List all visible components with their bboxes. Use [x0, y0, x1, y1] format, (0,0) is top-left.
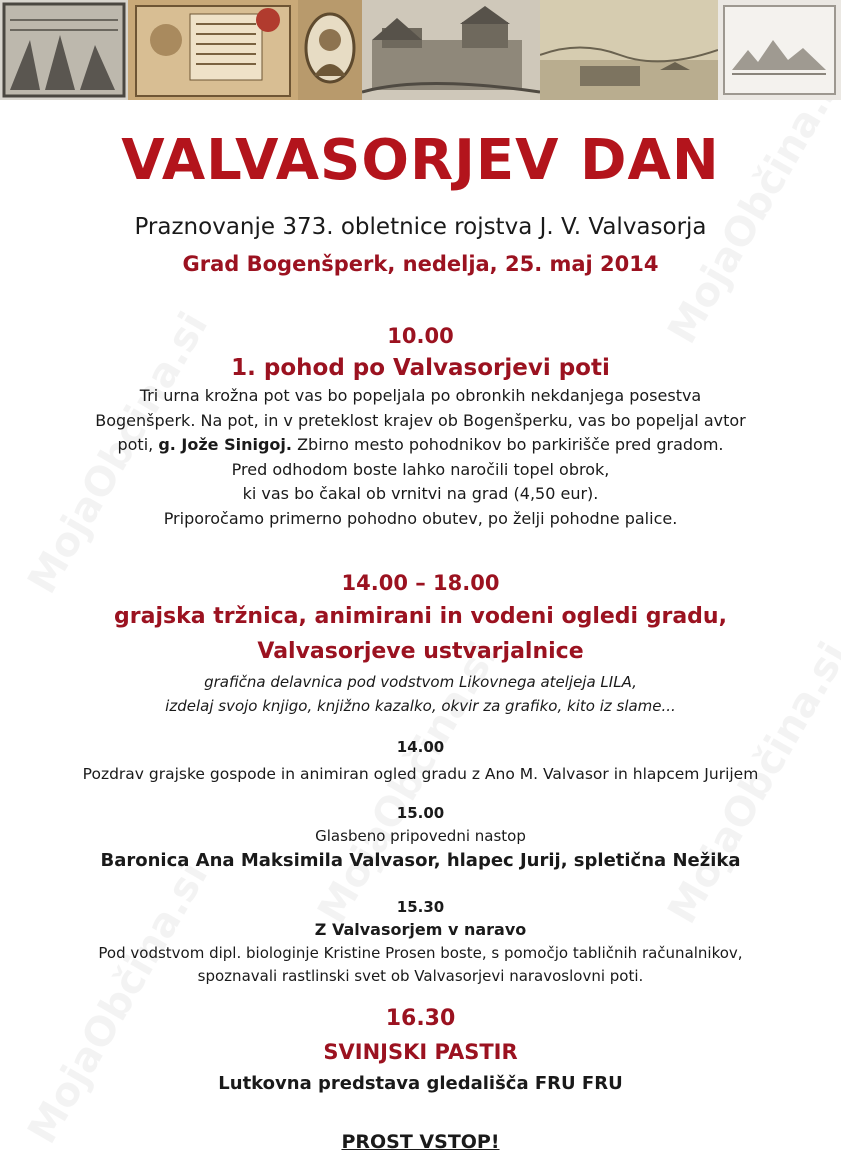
engraving-portrait [298, 0, 362, 100]
event1-line: Pred odhodom boste lahko naročili topel obrok, [231, 459, 610, 479]
workshop-line: izdelaj svojo knjigo, knjižno kazalko, okvir za grafiko, kito iz slame... [165, 697, 676, 715]
sub2-performers: Baronica Ana Maksimila Valvasor, hlapec Jurij, spletična Nežika [100, 850, 741, 871]
engraving-title-page [128, 0, 298, 100]
event1-description [0, 384, 841, 531]
event1-line-post: Zbirno mesto pohodnikov bo parkirišče pred gradom. [291, 435, 724, 454]
engraving-coastal-town [540, 0, 718, 100]
sub1-time: 14.00 [396, 738, 445, 756]
event1-line: ki vas bo čakal ob vrnitvi na grad (4,50 eur). [242, 484, 599, 503]
sub3-time: 15.30 [396, 898, 445, 916]
engraving-court-scene [0, 0, 128, 100]
guide-name: g. Jože Sinigoj. [158, 435, 292, 454]
event1-line [0, 433, 841, 458]
event3-time: 16.30 [385, 1006, 456, 1031]
sub2-text: Glasbeno pripovedni nastop [315, 827, 526, 845]
event1-line-pre: poti, [117, 435, 159, 454]
engraving-town-view [718, 0, 841, 100]
event1-line: Priporočamo primerno pohodno obutev, po želji pohodne palice. [163, 508, 678, 528]
engraving-castle-wagensperg [362, 0, 540, 100]
place-date: Grad Bogenšperk, nedelja, 25. maj 2014 [182, 252, 659, 276]
event1-time: 10.00 [387, 324, 454, 348]
event3-heading: SVINJSKI PASTIR [323, 1040, 518, 1064]
sub3-line: Pod vodstvom dipl. biologinje Kristine Prosen boste, s pomočjo tabličnih računalnikov, [98, 944, 743, 962]
event2-time: 14.00 – 18.00 [341, 571, 500, 595]
sub3-line: spoznavali rastlinski svet ob Valvasorjevi naravoslovni poti. [197, 967, 644, 985]
event1-heading: 1. pohod po Valvasorjevi poti [231, 355, 610, 381]
sub3-heading: Z Valvasorjem v naravo [314, 920, 527, 939]
event1-line: Tri urna krožna pot vas bo popeljala po obronkih nekdanjega posestva [139, 386, 702, 405]
event3-text: Lutkovna predstava gledališča FRU FRU [218, 1073, 623, 1094]
page-subtitle: Praznovanje 373. obletnice rojstva J. V. Valvasorja [134, 214, 707, 240]
sub2-time: 15.00 [396, 804, 445, 822]
sub3-description [0, 942, 841, 988]
free-entry: PROST VSTOP! [341, 1131, 500, 1153]
sub1-text: Pozdrav grajske gospode in animiran ogled gradu z Ano M. Valvasor in hlapcem Jurijem [82, 765, 759, 783]
engraving-banner [0, 0, 841, 100]
page-title: VALVASORJEV DAN [121, 128, 720, 193]
event2-heading: Valvasorjeve ustvarjalnice [257, 639, 584, 664]
event2-workshops [0, 670, 841, 718]
workshop-line: grafična delavnica pod vodstvom Likovnega ateljeja LILA, [204, 673, 637, 691]
event2-heading: grajska tržnica, animirani in vodeni ogledi gradu, [114, 604, 727, 629]
event1-line: Bogenšperk. Na pot, in v preteklost krajev ob Bogenšperku, vas bo popeljal avtor [95, 410, 746, 430]
